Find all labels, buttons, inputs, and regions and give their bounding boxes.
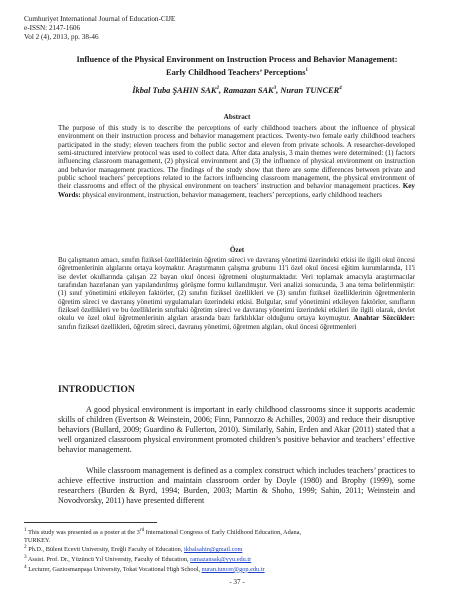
- introduction-heading: INTRODUCTION: [58, 384, 135, 395]
- footnotes: [24, 527, 450, 573]
- ozet-text: Bu çalışmanın amacı, sınıfın fiziksel özelliklerinin öğretim süreci ve davranış yönetimi üzerindeki etkisi ile ilgili okul öncesi öğretmenlerinin algılarını ortaya koymaktır. Araştırmanın çalışma grubunu 11'i özel okul öncesi eğitim kurumlarında, 11'i ise devlet okullarında çalışan 22 bayan okul öncesi öğretmeni oluşturmaktadır. Veri toplamak amacıyla araştırmacılar tarafından hazırlanan yarı yapılandırılmış görüşme formu kullanılmıştır. Veri analizi sonucunda, 3 ana tema belirlenmiştir: (1) sınıf yönetimini etkileyen faktörler, (2) sınıfın fiziksel özellikleri ve (3) sınıfın fiziksel özelliklerinin öğretmenlerin öğretim süreci ve davranış yönetimi uygulamaları üzerindeki etkisi. Bulgular, sınıf yönetimini etkileyen faktörler, sınıfların fiziksel özellikleri ve bu özelliklerin sınıftaki öğretim süreci ve davranış yönetimi üzerindeki etkileri ile ilgili olarak, devlet okulu ve özel okul öğretmenlerinin algıları arasında bazı farklılıklar olduğunu ortaya koymuştur.: [58, 256, 415, 323]
- footnote-1-mark: 1: [24, 527, 27, 533]
- journal-issn: e-ISSN: 2147-1606: [24, 24, 81, 32]
- footnote-2: [24, 544, 450, 554]
- journal-volume: Vol 2 (4), 2013, pp. 38-46: [24, 33, 99, 41]
- abstract-text: The purpose of this study is to describe the perceptions of early childhood teachers about the influence of physical environment on their instruction process and behavior management practices. Twenty-two female early childhood teachers participated in the study; eleven teachers from the public sector and eleven from private schools. A researcher-developed semi-structured interview protocol was used to collect data. After data analysis, 3 main themes were determined: (1) factors influencing classroom management, (2) physical environment and (3) the influence of physical environment on instruction and behavior management practices. The findings of the study show that there are some differences between private and public school teachers’ perceptions related to the factors influencing classroom management, the physical environment of their classrooms and effect of the physical environment on teachers’ instruction and behavior management practices.: [58, 124, 415, 191]
- journal-masthead: [24, 15, 175, 42]
- author-2: Ramazan SAK: [223, 86, 274, 95]
- title-line-1: Influence of the Physical Environment on Instruction Process and Behavior Management:: [76, 55, 398, 64]
- paper-title: [40, 55, 434, 78]
- title-footnote-mark: 1: [305, 67, 308, 73]
- journal-name: Cumhuriyet International Journal of Education-CIJE: [24, 15, 176, 23]
- footnote-4: [24, 564, 450, 574]
- author-list: [40, 86, 434, 95]
- author-separator: ,: [276, 86, 281, 95]
- footnote-1-text-continued: International Congress of Early Childhood Education, Adana,: [144, 529, 302, 537]
- ozet-body: [58, 256, 415, 331]
- footnote-4-mark: 4: [24, 563, 27, 570]
- author-3-email-link[interactable]: nuran.tuncer@gop.edu.tr: [201, 565, 265, 573]
- footnote-3-text: Assist. Prof. Dr., Yüzüncü Yıl University, Faculty of Education,: [26, 556, 191, 564]
- footnote-3-mark: 3: [24, 553, 27, 560]
- author-1-email-link[interactable]: ikbalsahin@gmail.com: [183, 546, 243, 554]
- title-line-2-text: Early Childhood Teachers’ Perceptions: [165, 67, 306, 77]
- footnote-2-text: Ph.D., Bülent Ecevit University, Ereğli Faculty of Education,: [26, 546, 184, 554]
- footnote-2-mark: 2: [24, 544, 27, 551]
- ozet-keywords-label: Anahtar Sözcükler:: [353, 314, 415, 323]
- title-line-2: [40, 66, 434, 78]
- author-2-mark: 3: [273, 86, 277, 92]
- page-number: - 37 -: [229, 578, 245, 586]
- footnote-1-text: This study was presented as a poster at the 3: [26, 529, 140, 537]
- footnote-1-line-2: TURKEY.: [24, 536, 51, 544]
- abstract-heading: Abstract: [223, 113, 251, 121]
- author-separator: ,: [218, 86, 224, 95]
- footnote-1-ordinal: rd: [139, 527, 145, 533]
- keywords-label: Key Words:: [58, 182, 415, 199]
- footnote-divider: [24, 522, 157, 523]
- ozet-keywords-text: sınıfın fiziksel özellikleri, öğretim süreci, davranış yönetimi, öğretmen algıları, okul öncesi öğretmenleri: [58, 322, 357, 331]
- footnote-1: [24, 527, 450, 537]
- footnote-4-text: Lecturer, Gaziosmanpaşa University, Tokat Vocational High School,: [26, 565, 202, 573]
- ozet-heading: Özet: [229, 246, 245, 254]
- author-1-mark: 2: [216, 86, 219, 92]
- abstract-body: [58, 124, 415, 199]
- introduction-paragraph-1: A good physical environment is important in early childhood classrooms since it supports academic skills of children (Evertson & Weinstein, 2006; Finn, Pannozzo & Achilles, 2003) and reduce their disruptive behaviors (Bullard, 2009; Guardino & Fullerton, 2010). Similarly, Sahin, Erden and Akar (2011) stated that a well organized classroom physical environment promoted children’s positive behavior and teachers’ effective behavior management.: [58, 405, 415, 454]
- author-3-mark: 4: [339, 86, 342, 92]
- keywords-text: physical environment, instruction, behavior management, teachers’ perceptions, early childhood teachers: [82, 190, 382, 199]
- footnote-3: [24, 554, 450, 564]
- author-1: İkbal Tuba ŞAHIN SAK: [132, 86, 217, 95]
- author-2-email-link[interactable]: ramazansak@yyu.edu.tr: [190, 556, 252, 564]
- introduction-paragraph-2: While classroom management is defined as a complex construct which includes teachers’ practices to achieve effective instruction and maintain classroom order by Doyle (1980) and Brophy (1999), some researchers (Burden & Byrd, 1994; Burden, 2003; Martin & Shoho, 1999; Sahin, 2011; Weinstein and Novodvorsky, 2011) have presented different: [58, 466, 415, 505]
- author-3: Nuran TUNCER: [280, 86, 340, 95]
